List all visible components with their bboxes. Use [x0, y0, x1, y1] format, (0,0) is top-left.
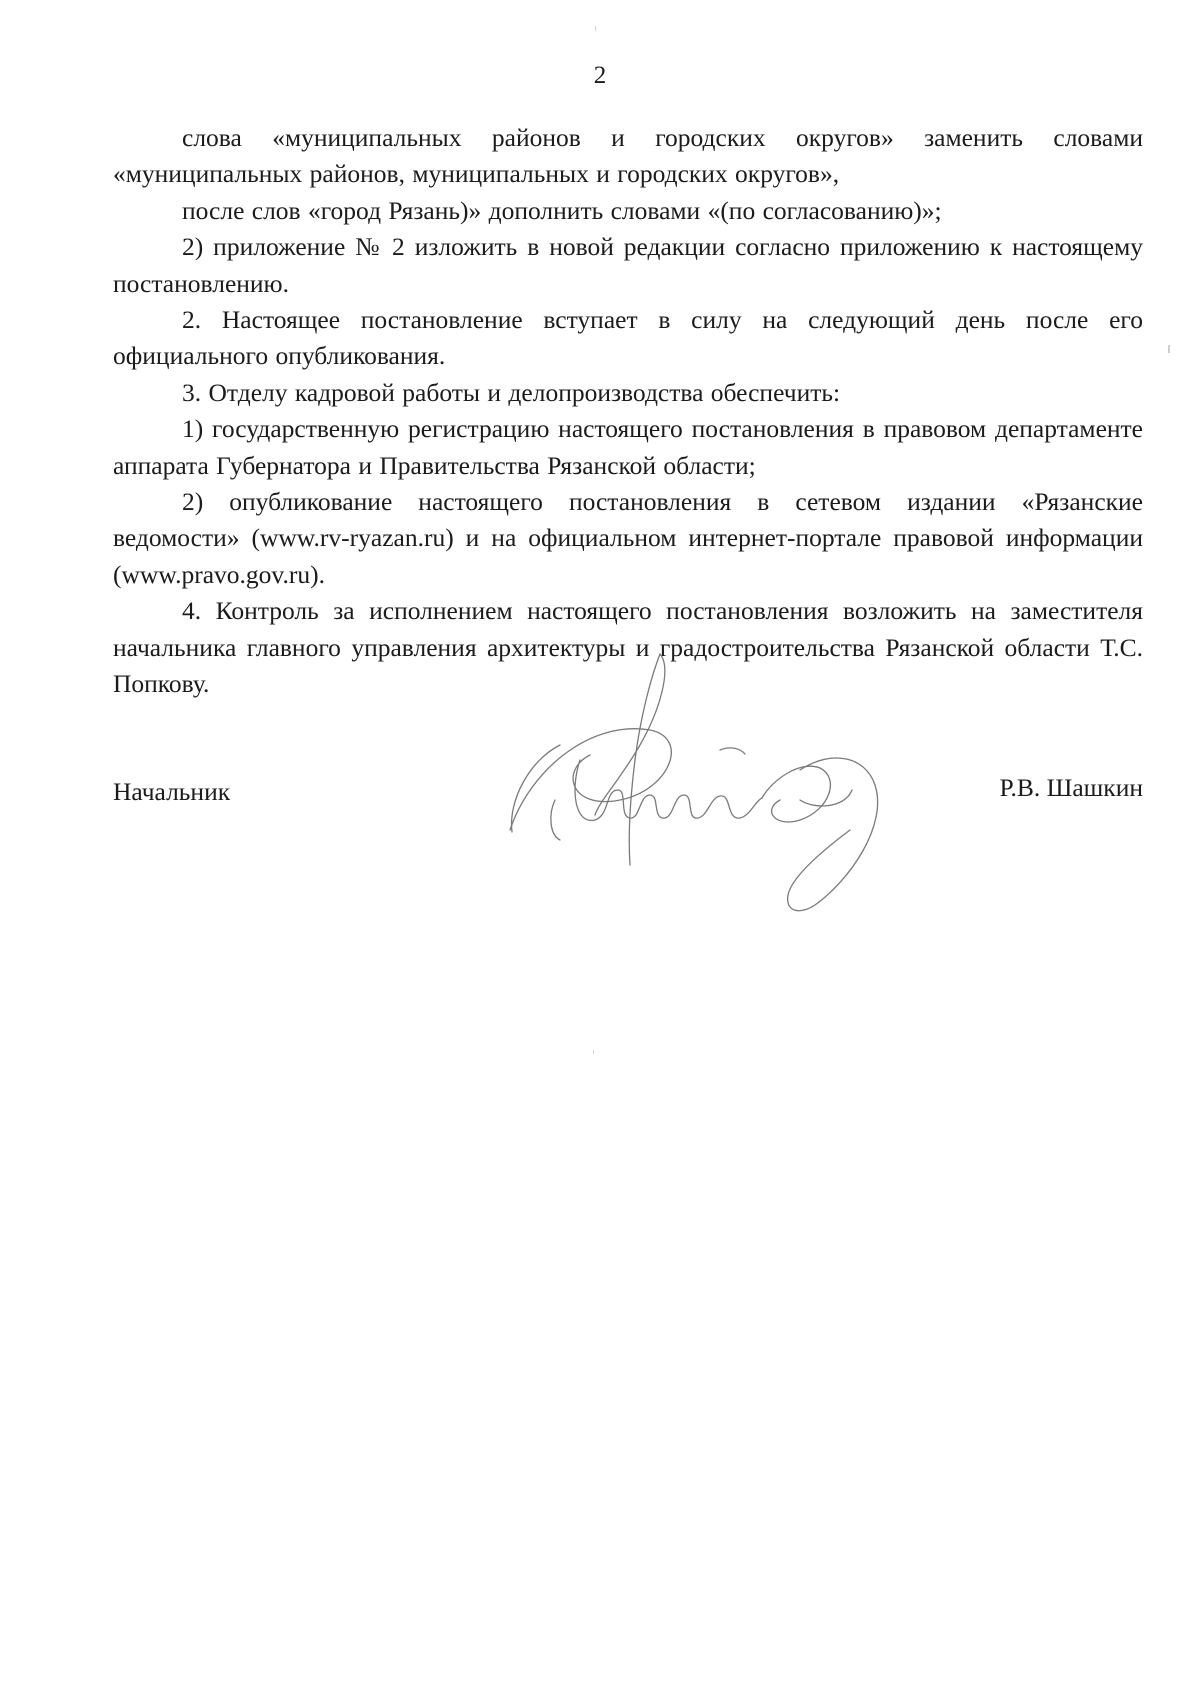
handwritten-signature: [500, 650, 900, 920]
paragraph-amendment-addition: после слов «город Рязань)» дополнить словами «(по согласованию)»;: [182, 195, 942, 225]
paragraph-amendment-wording: слова «муниципальных районов и городских округов» заменить словами «муниципальных районов, муниципальных и городских округов»,: [113, 123, 1143, 189]
signer-position: Начальник: [113, 777, 231, 806]
scan-artifact: [593, 1050, 594, 1054]
paragraph-hr-department: 3. Отделу кадровой работы и делопроизводства обеспечить:: [182, 377, 841, 407]
paragraph-appendix-2: 2) приложение № 2 изложить в новой редакции согласно приложению к настоящему постановлению.: [113, 232, 1143, 298]
paragraph-control: 4. Контроль за исполнением настоящего постановления возложить на заместителя начальника главного управления архитектуры и градостроительства Рязанской области Т.С. Попкову.: [113, 596, 1143, 699]
paragraph-publication: 2) опубликование настоящего постановления в сетевом издании «Рязанские ведомости» (www.rv-ryazan.ru) и на официальном интернет-портале правовой информации (www.pravo.gov.ru).: [113, 487, 1143, 589]
document-body: [113, 120, 1143, 703]
page-number: 2: [593, 62, 607, 89]
signer-name: Р.В. Шашкин: [999, 773, 1143, 802]
paragraph-effective-date: 2. Настоящее постановление вступает в силу на следующий день после его официального опубликования.: [113, 305, 1143, 371]
scan-artifact: [595, 26, 596, 31]
scan-artifact: [1168, 345, 1170, 353]
paragraph-state-registration: 1) государственную регистрацию настоящего постановления в правовом департаменте аппарата Губернатора и Правительства Рязанской области;: [113, 414, 1143, 480]
